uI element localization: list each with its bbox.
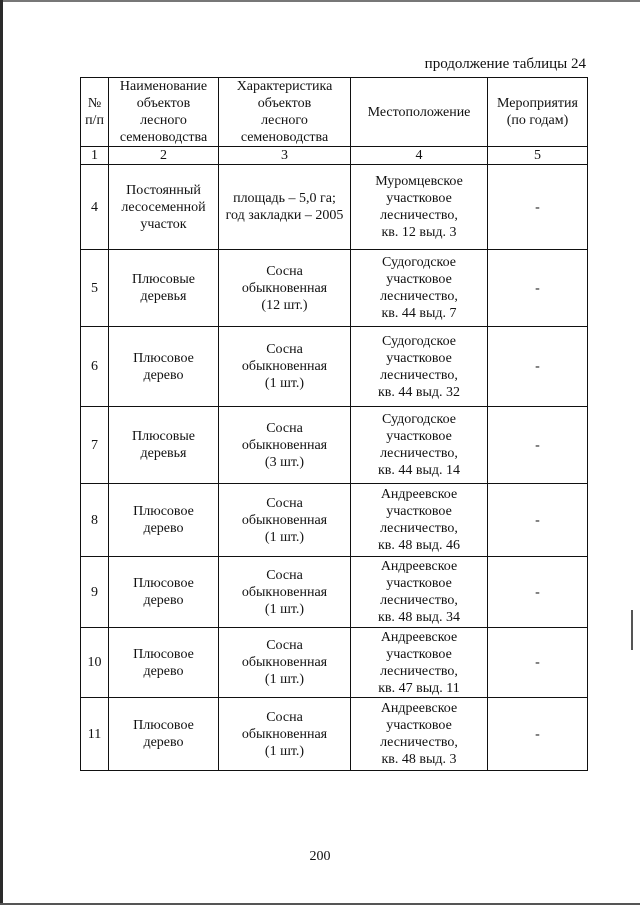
- object-characteristic: Сосна обыкновенная (1 шт.): [219, 557, 351, 628]
- scan-edge-mark: [631, 610, 633, 650]
- scan-edge-top: [0, 0, 640, 2]
- object-location: Судогодское участковое лесничество, кв. 44 выд. 32: [351, 327, 488, 407]
- object-measures: -: [488, 250, 588, 327]
- object-characteristic: Сосна обыкновенная (1 шт.): [219, 327, 351, 407]
- column-number: 2: [109, 147, 219, 165]
- object-name: Плюсовое дерево: [109, 557, 219, 628]
- column-number: 1: [81, 147, 109, 165]
- column-number: 5: [488, 147, 588, 165]
- object-characteristic: Сосна обыкновенная (1 шт.): [219, 628, 351, 698]
- object-characteristic: Сосна обыкновенная (1 шт.): [219, 484, 351, 557]
- object-characteristic: Сосна обыкновенная (3 шт.): [219, 407, 351, 484]
- object-location: Андреевское участковое лесничество, кв. 48 выд. 34: [351, 557, 488, 628]
- object-measures: -: [488, 327, 588, 407]
- column-number-row: [81, 147, 588, 165]
- object-name: Плюсовое дерево: [109, 484, 219, 557]
- object-measures: -: [488, 698, 588, 771]
- table-row: [81, 628, 588, 698]
- row-number: 4: [81, 165, 109, 250]
- object-location: Андреевское участковое лесничество, кв. 48 выд. 3: [351, 698, 488, 771]
- row-number: 5: [81, 250, 109, 327]
- table-row: [81, 165, 588, 250]
- header-measures: Мероприятия (по годам): [488, 78, 588, 147]
- object-name: Плюсовое дерево: [109, 628, 219, 698]
- table-row: [81, 557, 588, 628]
- object-name: Плюсовые деревья: [109, 250, 219, 327]
- table-row: [81, 698, 588, 771]
- row-number: 11: [81, 698, 109, 771]
- object-name: Плюсовые деревья: [109, 407, 219, 484]
- object-location: Муромцевское участковое лесничество, кв. 12 выд. 3: [351, 165, 488, 250]
- scan-edge-left: [0, 0, 3, 905]
- header-characteristic: Характеристика объектов лесного семеноводства: [219, 78, 351, 147]
- object-name: Плюсовое дерево: [109, 698, 219, 771]
- object-measures: -: [488, 628, 588, 698]
- header-location: Местоположение: [351, 78, 488, 147]
- row-number: 9: [81, 557, 109, 628]
- column-number: 4: [351, 147, 488, 165]
- table-row: [81, 327, 588, 407]
- header-object-name: Наименование объектов лесного семеноводства: [109, 78, 219, 147]
- header-number: № п/п: [81, 78, 109, 147]
- object-location: Судогодское участковое лесничество, кв. 44 выд. 7: [351, 250, 488, 327]
- row-number: 10: [81, 628, 109, 698]
- object-name: Постоянный лесосеменной участок: [109, 165, 219, 250]
- forest-seed-objects-table: [80, 77, 588, 771]
- object-characteristic: Сосна обыкновенная (1 шт.): [219, 698, 351, 771]
- object-location: Андреевское участковое лесничество, кв. 47 выд. 11: [351, 628, 488, 698]
- object-measures: -: [488, 484, 588, 557]
- row-number: 8: [81, 484, 109, 557]
- object-characteristic: Сосна обыкновенная (12 шт.): [219, 250, 351, 327]
- table-row: [81, 407, 588, 484]
- object-location: Андреевское участковое лесничество, кв. 48 выд. 46: [351, 484, 488, 557]
- table-continuation-label: продолжение таблицы 24: [424, 56, 586, 72]
- object-measures: -: [488, 557, 588, 628]
- object-measures: -: [488, 407, 588, 484]
- column-number: 3: [219, 147, 351, 165]
- object-characteristic: площадь – 5,0 га; год закладки – 2005: [219, 165, 351, 250]
- page-number: 200: [309, 849, 331, 864]
- row-number: 6: [81, 327, 109, 407]
- row-number: 7: [81, 407, 109, 484]
- object-name: Плюсовое дерево: [109, 327, 219, 407]
- table-row: [81, 250, 588, 327]
- table-row: [81, 484, 588, 557]
- object-location: Судогодское участковое лесничество, кв. 44 выд. 14: [351, 407, 488, 484]
- table-header-row: [81, 78, 588, 147]
- object-measures: -: [488, 165, 588, 250]
